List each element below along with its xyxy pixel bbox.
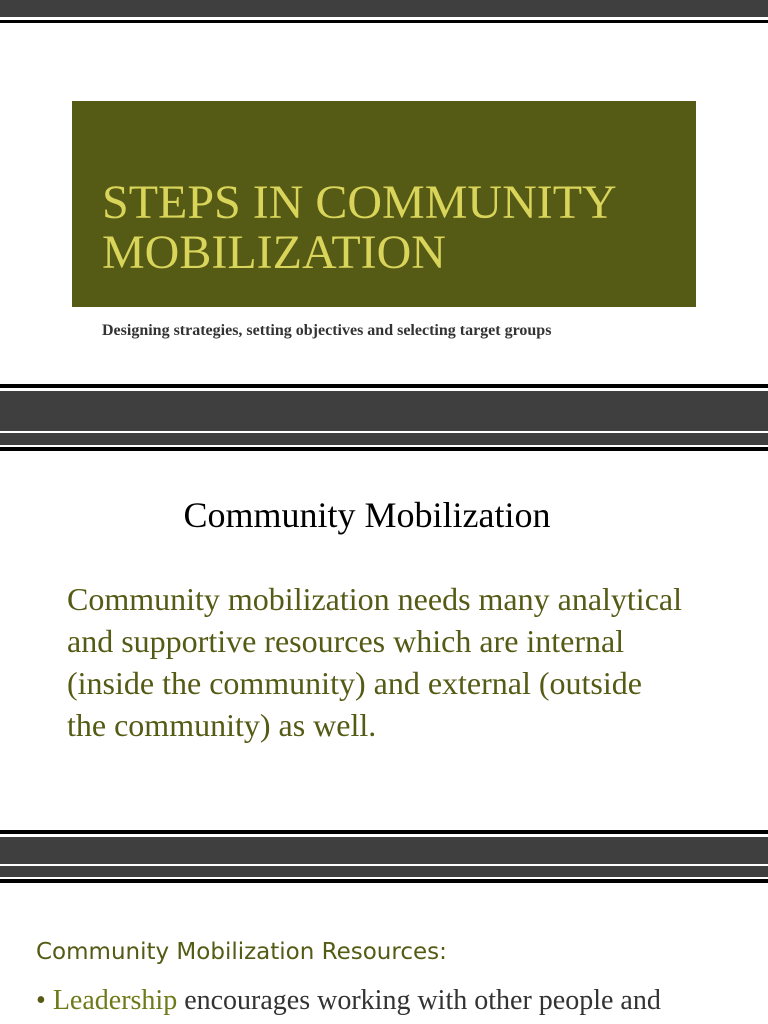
separator-band <box>0 837 768 864</box>
slide-heading: Community Mobilization Resources: <box>36 939 447 965</box>
slide-heading: Community Mobilization <box>183 495 551 535</box>
bullet-keyword: Leadership <box>52 985 178 1016</box>
separator-rule-top <box>0 830 768 834</box>
separator-rule-bottom <box>0 879 768 883</box>
top-separator-rule <box>0 20 768 23</box>
separator-rule-bottom <box>0 447 768 451</box>
bullet-marker: • <box>36 985 46 1016</box>
top-separator-band <box>0 0 768 17</box>
separator-band <box>0 391 768 431</box>
separator-rule-top <box>0 384 768 388</box>
slide-3 <box>0 887 768 1024</box>
slide-body-text: Community mobilization needs many analytical and supportive resources which are internal (inside the community) and external (outside the community) as well. <box>67 581 682 743</box>
slide-1 <box>0 26 768 381</box>
slide-2 <box>0 454 768 828</box>
slide-title: STEPS IN COMMUNITY MOBILIZATION <box>102 176 615 279</box>
separator-band-lower <box>0 866 768 877</box>
bullet-text: encourages working with other people and <box>177 985 661 1016</box>
bullet-item <box>36 985 756 1017</box>
slide-subtitle: Designing strategies, setting objectives and selecting target groups <box>102 322 552 339</box>
separator-band-lower <box>0 433 768 445</box>
title-box <box>72 101 696 307</box>
